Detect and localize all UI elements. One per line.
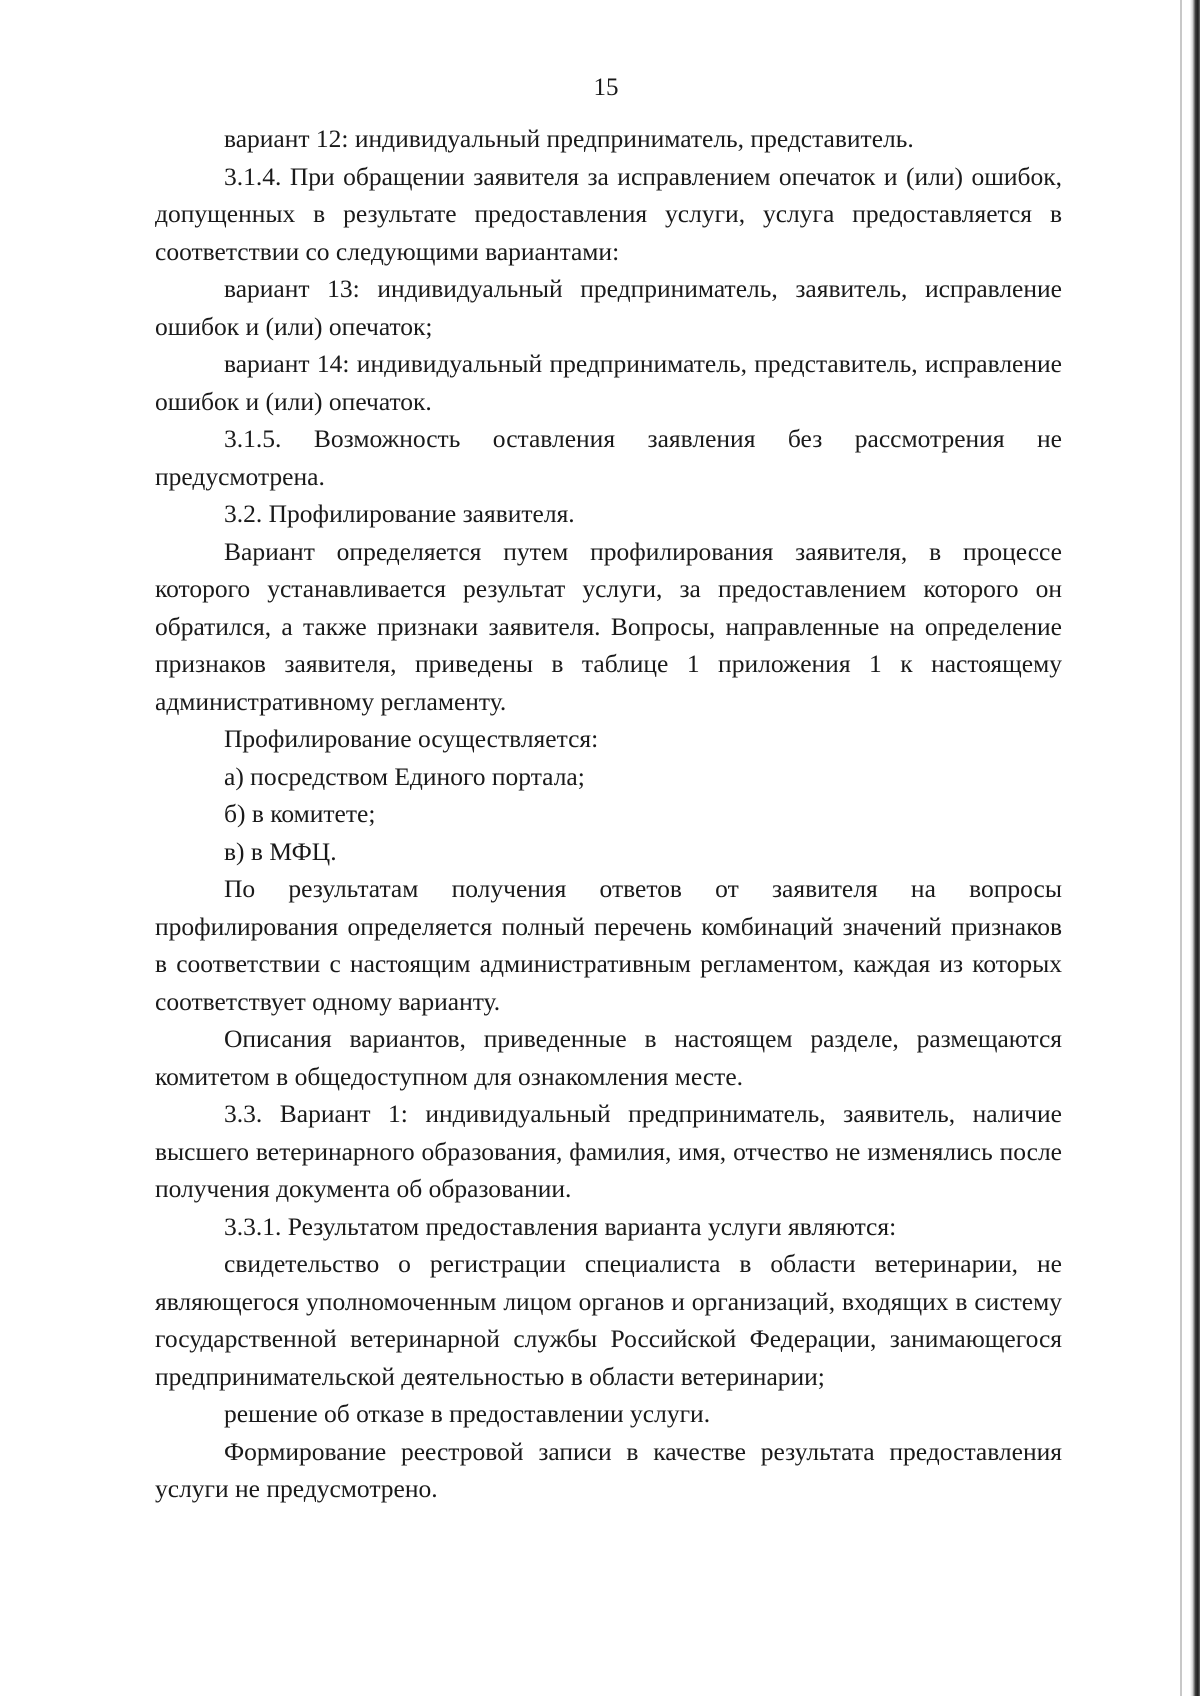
paragraph-profiling-methods: Профилирование осуществляется:: [224, 724, 599, 753]
paragraph-variant-descriptions: Описания вариантов, приведенные в настоящем разделе, размещаются комитетом в общедоступном для ознакомления месте.: [155, 1024, 1062, 1091]
paragraph-variant-14: вариант 14: индивидуальный предприниматель, представитель, исправление ошибок и (или) опечаток.: [155, 349, 1062, 416]
scan-edge-line: [1180, 0, 1182, 1696]
scan-edge-shadow: [1190, 0, 1200, 1696]
document-body: [155, 120, 1062, 1508]
paragraph-certificate: свидетельство о регистрации специалиста в области ветеринарии, не являющегося уполномоченным лицом органов и организаций, входящих в систему государственной ветеринарной службы Российской Федерации, занимающегося предпринимательской деятельностью в области ветеринарии;: [155, 1249, 1062, 1391]
paragraph-profiling-results: По результатам получения ответов от заявителя на вопросы профилирования определяется полный перечень комбинаций значений признаков в соответствии с настоящим административным регламентом, каждая из которых соответствует одному варианту.: [155, 874, 1062, 1016]
list-item-b: б) в комитете;: [224, 799, 376, 828]
paragraph-3-2-heading: 3.2. Профилирование заявителя.: [224, 499, 575, 528]
paragraph-registry-record: Формирование реестровой записи в качестве результата предоставления услуги не предусмотрено.: [155, 1436, 1062, 1503]
list-item-c: в) в МФЦ.: [224, 836, 337, 866]
paragraph-3-3-1: 3.3.1. Результатом предоставления варианта услуги являются:: [224, 1211, 897, 1241]
paragraph-profiling-description: Вариант определяется путем профилирования заявителя, в процессе которого устанавливается результат услуги, за предоставлением которого он обратился, а также признаки заявителя. Вопросы, направленные на определение признаков заявителя, приведены в таблице 1 приложения 1 к настоящему административному регламенту.: [155, 536, 1062, 716]
paragraph-refusal: решение об отказе в предоставлении услуги.: [224, 1399, 711, 1428]
list-item-a: а) посредством Единого портала;: [224, 761, 585, 791]
paragraph-3-3: 3.3. Вариант 1: индивидуальный предприниматель, заявитель, наличие высшего ветеринарного образования, фамилия, имя, отчество не изменялись после получения документа об образовании.: [155, 1099, 1062, 1203]
page-number: 15: [593, 74, 619, 101]
paragraph-variant-13: вариант 13: индивидуальный предприниматель, заявитель, исправление ошибок и (или) опечаток;: [155, 274, 1062, 341]
paragraph-3-1-5: 3.1.5. Возможность оставления заявления без рассмотрения не предусмотрена.: [155, 424, 1062, 491]
paragraph-3-1-4: 3.1.4. При обращении заявителя за исправлением опечаток и (или) ошибок, допущенных в результате предоставления услуги, услуга предоставляется в соответствии со следующими вариантами:: [155, 161, 1062, 266]
paragraph-variant-12: вариант 12: индивидуальный предприниматель, представитель.: [224, 124, 914, 153]
